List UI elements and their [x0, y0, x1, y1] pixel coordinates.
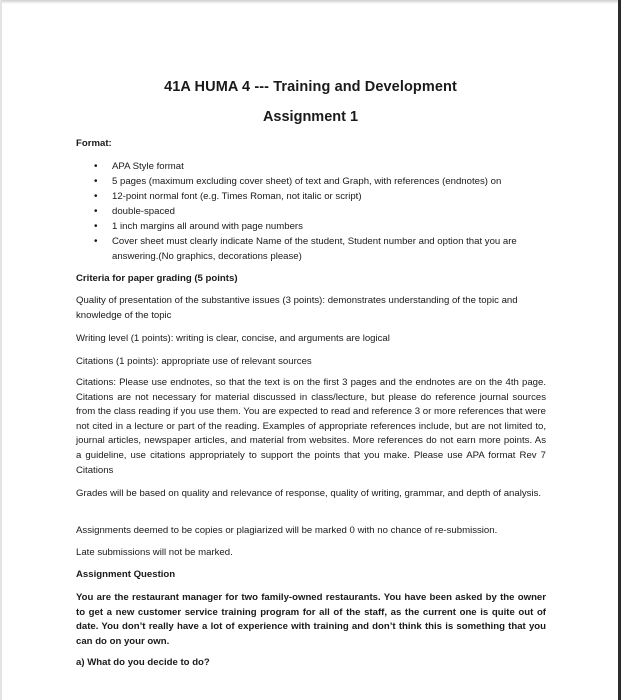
bullet-icon: •	[94, 161, 98, 172]
list-item	[94, 174, 549, 189]
citations-paragraph: Citations: Please use endnotes, so that the text is on the first 3 pages and the endnotes are on the 4th page. Citations are not necessary for material discussed in class/lecture, but please do reference journal sources from the class reading if you use them. You are expected to read and reference 3 or more references that were not cited in a lecture or part of the reading. Examples of appropriate references include, but are not limited to, journal articles, newspaper articles, and material from websites. More references do not earn more points. As a guideline, use citations appropriately to support the points that you make. Please use APA format Rev 7 Citations	[76, 377, 546, 476]
bullet-icon: •	[94, 191, 98, 202]
list-item	[94, 234, 549, 264]
list-item-text: 5 pages (maximum excluding cover sheet) of text and Graph, with references (endnotes) on	[112, 176, 502, 187]
format-heading: Format:	[76, 138, 112, 149]
bullet-icon: •	[94, 206, 98, 217]
question-heading: Assignment Question	[76, 569, 176, 580]
criteria-writing: Writing level (1 points): writing is clear, concise, and arguments are logical	[76, 333, 390, 344]
list-item-text: 1 inch margins all around with page numbers	[112, 221, 303, 232]
list-item-text: double-spaced	[112, 206, 175, 217]
list-item	[94, 189, 549, 204]
list-item-text: APA Style format	[112, 161, 184, 172]
plagiarism-paragraph: Assignments deemed to be copies or plagiarized will be marked 0 with no chance of re-submission.	[76, 525, 498, 536]
criteria-quality: Quality of presentation of the substantive issues (3 points): demonstrates understanding of the topic and knowledge of the topic	[76, 295, 518, 321]
bullet-icon: •	[94, 221, 98, 232]
criteria-heading: Criteria for paper grading (5 points)	[76, 273, 238, 284]
list-item-text: Cover sheet must clearly indicate Name of the student, Student number and option that you are answering.(No graphics, decorations please)	[112, 236, 517, 262]
format-list	[94, 159, 549, 264]
list-item	[94, 159, 549, 174]
question-a: a) What do you decide to do?	[76, 657, 210, 668]
criteria-citations: Citations (1 points): appropriate use of relevant sources	[76, 356, 312, 367]
document-title: 41A HUMA 4 --- Training and Development	[164, 79, 457, 95]
list-item-text: 12-point normal font (e.g. Times Roman, not italic or script)	[112, 191, 362, 202]
list-item	[94, 204, 549, 219]
document-subtitle: Assignment 1	[262, 109, 359, 125]
page-left-edge	[0, 0, 2, 700]
question-text: You are the restaurant manager for two family-owned restaurants. You have been asked by the owner to get a new customer service training program for all of the staff, as the current one is quite out of date. You don’t really have a lot of experience with training and don’t think this is something that you can do on your own.	[76, 592, 546, 647]
page-top-edge	[0, 0, 621, 4]
grades-paragraph: Grades will be based on quality and relevance of response, quality of writing, grammar, and depth of analysis.	[76, 488, 542, 499]
bullet-icon: •	[94, 176, 98, 187]
list-item	[94, 219, 549, 234]
late-paragraph: Late submissions will not be marked.	[76, 547, 233, 558]
bullet-icon: •	[94, 236, 98, 247]
